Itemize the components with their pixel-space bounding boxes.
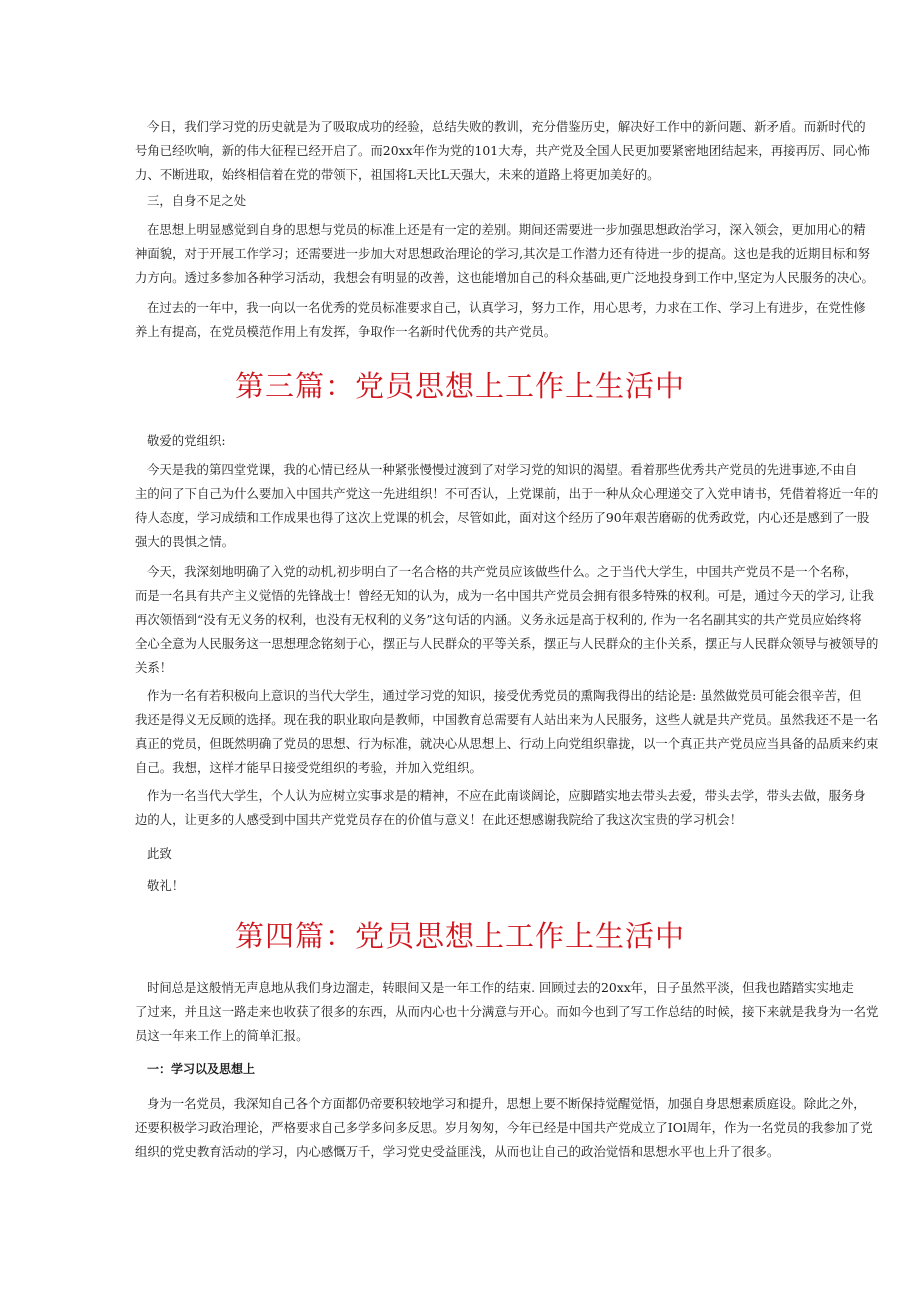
text-line: 再次领悟到“没有无义务的权利，也没有无权利的义务”这句话的内涵。义务永远是高于权利的, 作为一名名副其实的共产党员应始终将 xyxy=(135,612,862,627)
paragraph-gratitude xyxy=(135,784,866,832)
paragraph-study xyxy=(135,1092,873,1164)
closing-line: 敬礼！ xyxy=(147,878,185,893)
subheading-shortcomings: 三，自身不足之处 xyxy=(147,193,247,208)
text-line: 我还是得义无反顾的选择。现在我的职业取向是教师，中国教育总需要有人站出来为人民服务，这些人就是共产党员。虽然我还不是一名 xyxy=(135,712,879,727)
section-title: 第四篇：党员思想上工作上生活中 xyxy=(234,919,685,953)
paragraph-motivation xyxy=(135,560,879,680)
paragraph-conclusion xyxy=(135,684,879,780)
closing-line: 此致 xyxy=(147,846,172,861)
text-line: 作为一名有若积极向上意识的当代大学生，通过学习党的知识，接受优秀党员的熏陶我得出的结论是: 虽然做党员可能会很辛苦，但 xyxy=(147,688,862,703)
text-line: 关系！ xyxy=(135,660,173,675)
text-line: 而是一名具有共产主义觉悟的先锋战士！曾经无知的认为，成为一名中国共产党员会拥有很多特殊的权利。可是，通过今天的学习, 让我 xyxy=(135,588,874,603)
paragraph-year-review xyxy=(135,976,879,1048)
text-line: 员这一年来工作上的简单汇报。 xyxy=(135,1028,309,1043)
text-line: 强大的畏惧之情。 xyxy=(135,534,235,549)
section-title: 第三篇：党员思想上工作上生活中 xyxy=(234,369,685,403)
paragraph-shortcomings xyxy=(135,218,874,290)
text-line: 今天是我的第四堂党课，我的心情已经从一种紧张慢慢过渡到了对学习党的知识的渴望。看着那些优秀共产党员的先进事迹,不由自 xyxy=(147,462,858,477)
text-line: 全心全意为人民服务这一思想理念铭刻于心，摆正与人民群众的平等关系，摆正与人民群众的主仆关系，摆正与人民群众领导与被领导的 xyxy=(135,636,879,651)
subheading-study: 一：学习以及思想上 xyxy=(147,1062,256,1076)
text-line: 边的人，让更多的人感受到中国共产党党员存在的价值与意义！在此还想感谢我院给了我这次宝贵的学习机会！ xyxy=(135,812,743,827)
text-line: 主的问了下自己为什么要加入中国共产党这一先进组织！不可否认，上党课前，出于一种从众心理递交了入党申请书，凭借着将近一年的 xyxy=(135,486,879,501)
text-line: 身为一名党员，我深知自己各个方面都仍帝要积较地学习和提升，思想上要不断保持觉醒觉悟，加强自身思想素质庭设。除此之外， xyxy=(147,1096,866,1111)
text-line: 力方向。透过多参加各种学习活动，我想会有明显的改善，这也能增加自己的科众基础,更广泛地投身到工作中,坚定为人民服务的决心。 xyxy=(135,270,874,285)
text-line: 组织的党史教育活动的学习，内心感慨万千，学习党史受益匪浅，从而也让自己的政治觉悟和思想水平也上升了很多。 xyxy=(135,1144,780,1159)
text-line: 了过来，并且这一路走来也收获了很多的东西，从而内心也十分满意与开心。而如今也到了写工作总结的时候，接下来就是我身为一名党 xyxy=(135,1004,879,1019)
salutation: 敬爱的党组织: xyxy=(147,433,226,448)
text-line: 今日，我们学习党的历史就是为了吸取成功的经验，总结失败的教训，充分借鉴历史，解决好工作中的新问题、新矛盾。而新时代的 xyxy=(147,119,866,134)
text-line: 作为一名当代大学生，个人认为应树立实事求是的精神，不应在此南谈阔论，应脚踏实地去带头去爱，带头去学，带头去做，服务身 xyxy=(147,788,866,803)
text-line: 在过去的一年中，我一向以一名优秀的党员标准要求自己，认真学习，努力工作，用心思考，力求在工作、学习上有进步，在党性修 xyxy=(147,300,866,315)
text-line: 时间总是这般悄无声息地从我们身边溜走，转眼间又是一年工作的结束. 回顾过去的20xx年，日子虽然平淡，但我也踏踏实实地走 xyxy=(147,980,854,995)
paragraph-past-year xyxy=(135,296,866,344)
text-line: 自己。我想，这样才能早日接受党组织的考验，并加入党组织。 xyxy=(135,760,482,775)
paragraph-party-class xyxy=(135,458,879,554)
text-line: 还要积极学习政治理论，严格要求自己多学多问多反思。岁月匆匆，今年已经是中国共产党成立了IOl周年，作为一名党员的我参加了党 xyxy=(135,1120,873,1135)
text-line: 神面貌，对于开展工作学习；还需要进一步加大对思想政治理论的学习,其次是工作潜力还有待进一步的提高。这也是我的近期目标和努 xyxy=(135,246,870,261)
text-line: 力、不断进取，始终相信着在党的带领下，祖国将L天比L天强大，未来的道路上将更加美好的。 xyxy=(135,167,660,182)
text-line: 今天，我深刻地明确了入党的动机,初步明白了一名合格的共产党员应该做些什么。之于当代大学生，中国共产党员不是一个名称， xyxy=(147,564,858,579)
text-line: 号角已经吹响，新的伟大征程已经开启了。而20xx年作为党的101大寿，共产党及全国人民更加要紧密地团结起来，再接再厉、同心怖 xyxy=(135,143,870,158)
text-line: 在思想上明显感觉到自身的思想与党员的标准上还是有一定的差别。期间还需要进一步加强思想政治学习，深入领会，更加用心的精 xyxy=(147,222,866,237)
paragraph-history xyxy=(135,115,870,187)
text-line: 待人态度，学习成绩和工作成果也得了这次上党课的机会，尽管如此，面对这个经历了90年艰苦磨砺的优秀政党，内心还是感到了一股 xyxy=(135,510,870,525)
text-line: 真正的党员，但既然明确了党员的思想、行为标准，就决心从思想上、行动上向党组织靠拢，以一个真正共产党员应当具备的品质来约束 xyxy=(135,736,879,751)
text-line: 养上有提高，在党员模范作用上有发挥，争取作一名新时代优秀的共产党员。 xyxy=(135,324,557,339)
